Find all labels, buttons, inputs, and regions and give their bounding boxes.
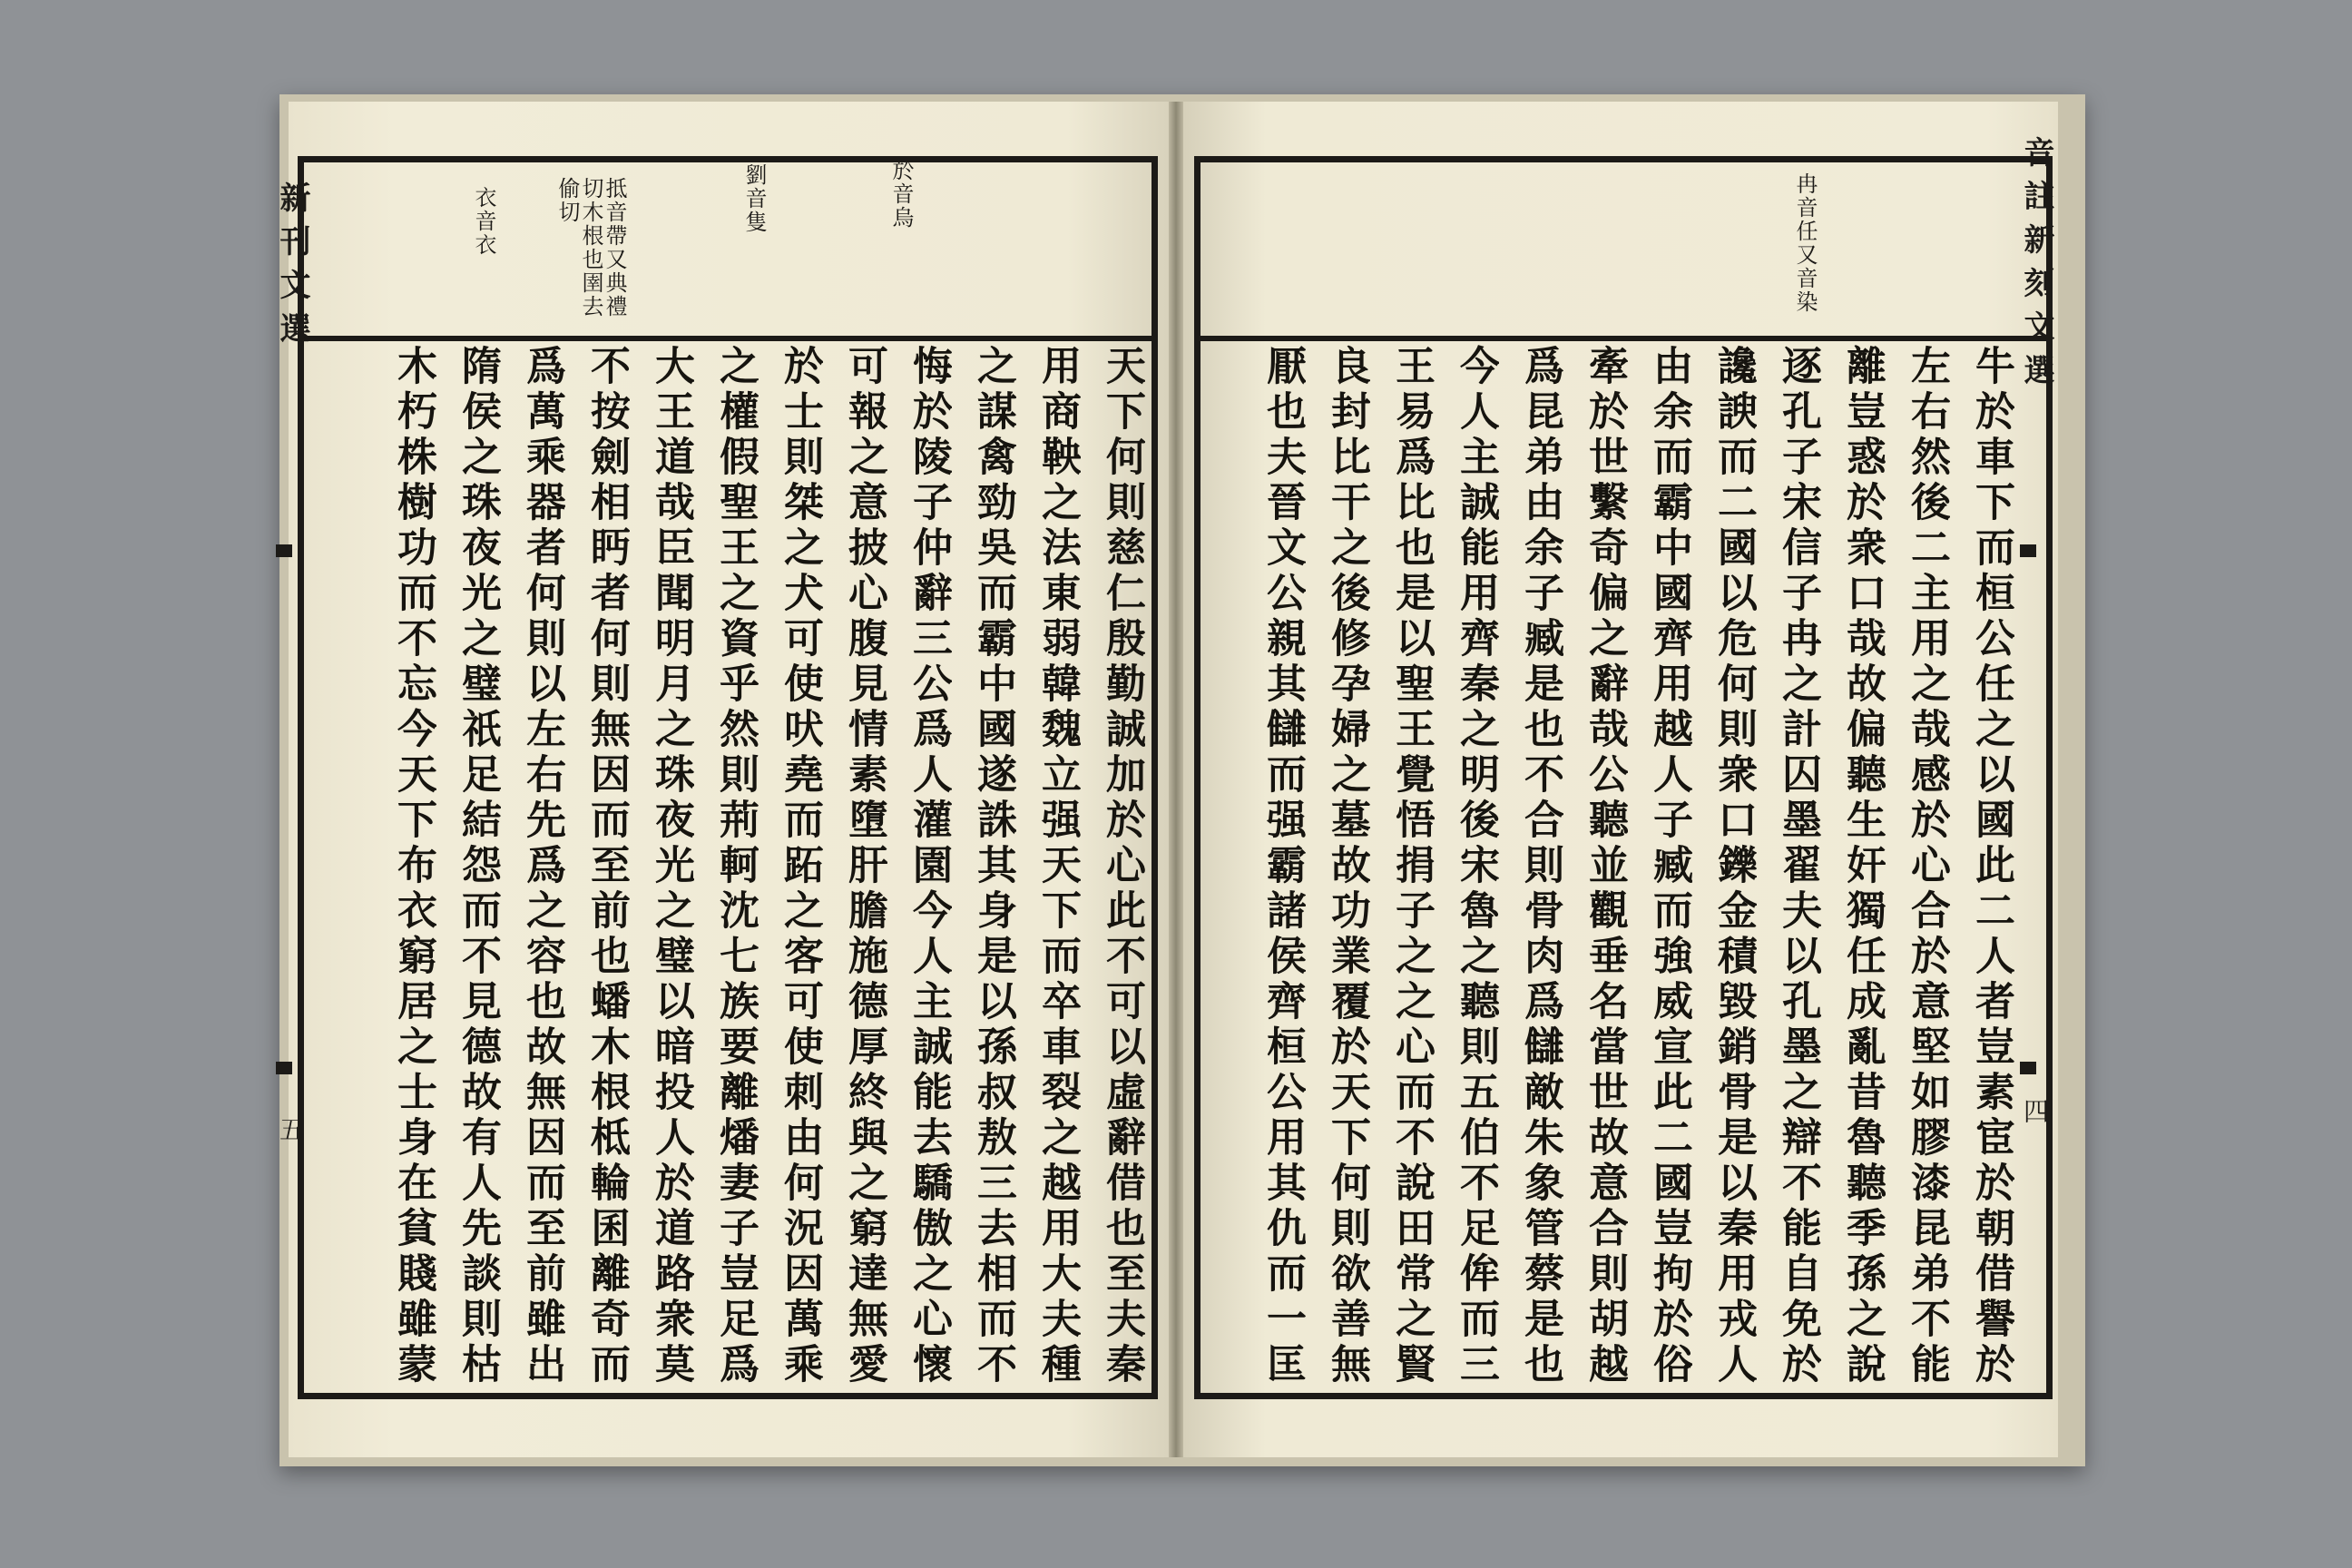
- right-fishtail-bottom: [2020, 1062, 2036, 1074]
- left-col-10: 爲萬乘器者何則以左右先爲之容也故無因而至前雖出: [519, 345, 565, 1388]
- right-spine-title: 音註新刻文選: [2018, 136, 2054, 397]
- left-fishtail-top: [276, 544, 292, 557]
- left-fishtail-bottom: [276, 1062, 292, 1074]
- right-col-1: 牛於車下而桓公任之以國此二人者豈素宦於朝借譽於: [1968, 345, 2014, 1388]
- book-gutter: [1169, 102, 1183, 1457]
- left-col-8: 大王道哉臣聞明月之珠夜光之璧以暗投人於道路衆莫: [648, 345, 694, 1388]
- right-col-2: 左右然後二主用之哉感於心合於意堅如膠漆昆弟不能: [1904, 345, 1950, 1388]
- left-col-7: 之權假聖王之資乎然則荊軻沈七族要離燔妻子豈足爲: [712, 345, 759, 1388]
- right-col-11: 良封比干之後修孕婦之墓故功業覆於天下何則欲善無: [1324, 345, 1370, 1388]
- left-col-5: 可報之意披心腹見情素墮肝膽施德厚終與之窮達無愛: [841, 345, 887, 1388]
- right-head-rule: [1200, 336, 2046, 341]
- right-col-8: 爲昆弟由余子臧是也不合則骨肉爲讎敵朱象管蔡是也: [1517, 345, 1563, 1388]
- left-note-2: 衣音衣: [471, 186, 496, 257]
- left-col-1: 天下何則慈仁殷勤誠加於心此不可以虛辭借也至夫秦: [1099, 345, 1145, 1388]
- left-col-2: 用商鞅之法東弱韓魏立强天下而卒車裂之越用大夫種: [1034, 345, 1081, 1388]
- left-head-rule: [304, 336, 1152, 341]
- right-col-4: 逐孔子宋信子冉之計囚墨翟夫以孔墨之辯不能自免於: [1775, 345, 1821, 1388]
- right-col-7: 牽於世繫奇偏之辭哉公聽並觀垂名當世故意合則胡越: [1582, 345, 1628, 1388]
- left-col-12: 木朽株樹功而不忘今天下布衣窮居之士身在貧賤雖蒙: [390, 345, 436, 1388]
- left-col-6: 於士則桀之犬可使吠堯而跖之客可使刺由何況因萬乘: [777, 345, 823, 1388]
- left-folio: 五: [276, 1116, 306, 1142]
- right-folio: 四: [2020, 1098, 2050, 1123]
- right-col-9: 今人主誠能用齊秦之明後宋魯之聽則五伯不足侔而三: [1453, 345, 1499, 1388]
- left-note-1: 抵音帶又典禮切木根也圉去偷切: [554, 177, 627, 318]
- left-col-4: 悔於陵子仲辭三公爲人灌園今人主誠能去驕傲之心懷: [906, 345, 952, 1388]
- right-note-1: 冉音任又音染: [1792, 172, 1818, 314]
- left-spine-title: 新刊文選: [274, 181, 310, 356]
- right-col-6: 由余而霸中國齊用越人子臧而強威宣此二國豈拘於俗: [1646, 345, 1692, 1388]
- left-note-3: 劉音隻: [741, 163, 767, 234]
- left-col-9: 不按劍相眄者何則無因而至前也蟠木根柢輪囷離奇而: [583, 345, 630, 1388]
- right-col-10: 王易爲比也是以聖王覺悟捐子之之心而不說田常之賢: [1388, 345, 1435, 1388]
- left-col-11: 隋侯之珠夜光之璧祇足結怨而不見德故有人先談則枯: [455, 345, 501, 1388]
- left-note-4: 於音烏: [888, 159, 914, 230]
- left-col-3: 之謀禽勁吳而霸中國遂誅其身是以孫叔敖三去相而不: [970, 345, 1016, 1388]
- right-fishtail-top: [2020, 544, 2036, 557]
- right-col-3: 離豈惑於衆口哉故偏聽生奸獨任成亂昔魯聽季孫之說: [1839, 345, 1886, 1388]
- right-col-12: 厭也夫晉文公親其讎而强霸諸侯齊桓公用其仇而一匡: [1259, 345, 1306, 1388]
- right-col-5: 讒諛而二國以危何則衆口鑠金積毀銷骨是以秦用戎人: [1710, 345, 1757, 1388]
